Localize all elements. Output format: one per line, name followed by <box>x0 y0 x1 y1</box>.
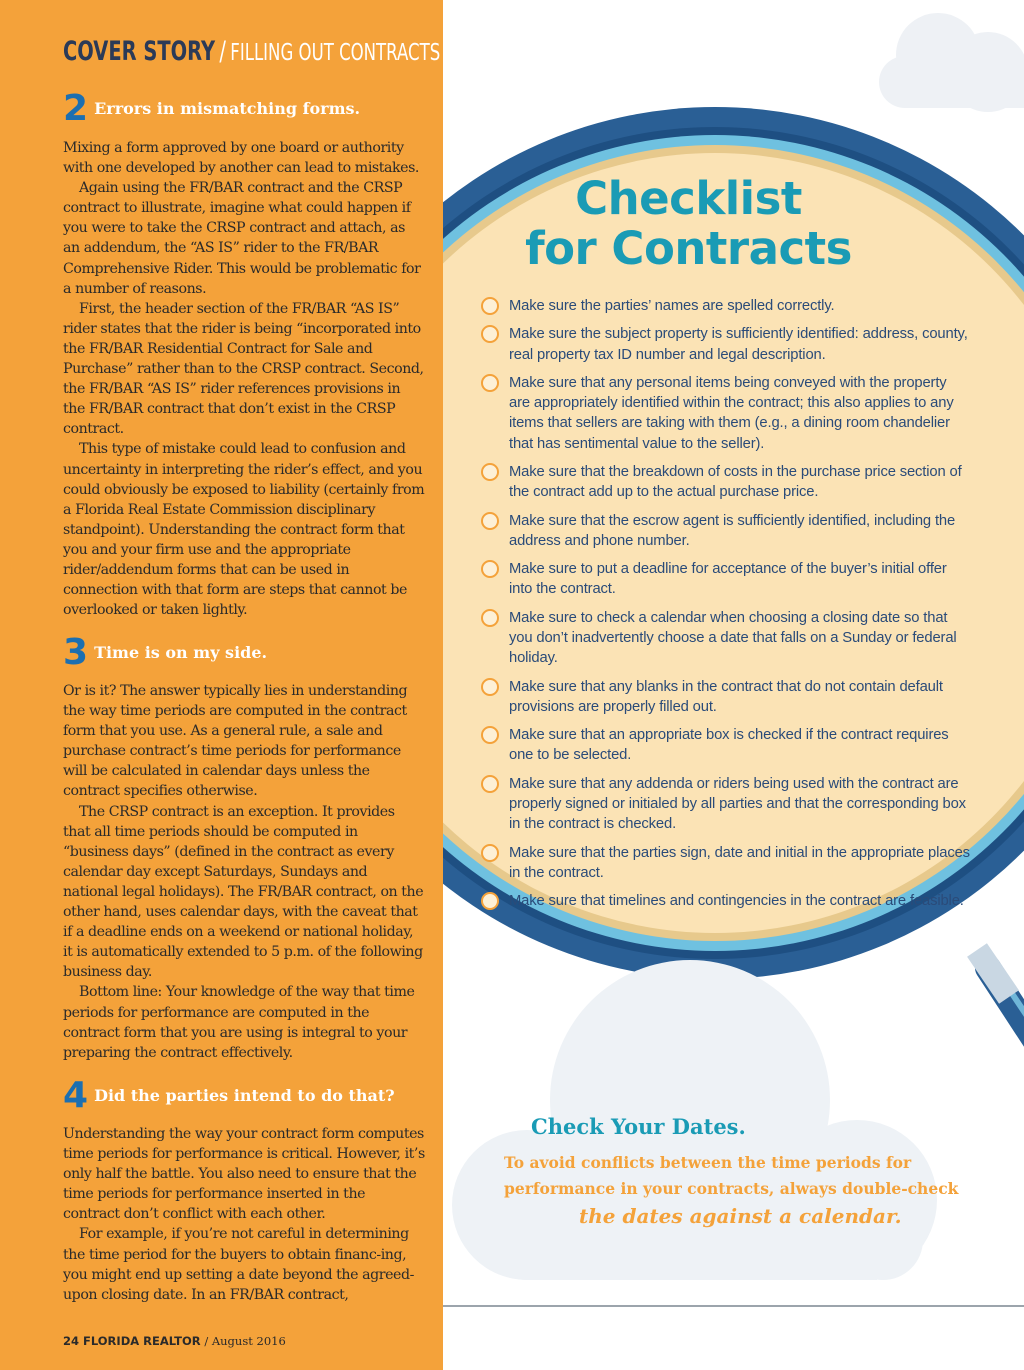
section-4-heading <box>63 1075 395 1116</box>
section-title: Did the parties intend to do that? <box>94 1086 395 1105</box>
cloud-top-icon <box>879 13 1024 112</box>
checklist-item <box>481 891 971 911</box>
paragraph: This type of mistake could lead to confusion and uncertainty in interpreting the rider’s effect, and you could obviously be exposed to liability (certainly from a Florida Real Estate Commission disciplinary standpoint). Understanding the contract form that you and your firm use and the appropriate rider/addendum forms that can be used in connection with that form are steps that cannot be overlooked or taken lightly. <box>63 441 425 619</box>
checklist-item-text: Make sure to put a deadline for acceptance of the buyer’s initial offer into the contract. <box>509 561 947 598</box>
checklist-item-text: Make sure that the breakdown of costs in the purchase price section of the contract add up to the actual purchase price. <box>509 463 962 501</box>
checklist-item <box>481 324 971 364</box>
checklist-item-text: Make sure the subject property is sufficiently identified: address, county, real property tax ID number and legal description. <box>509 326 968 363</box>
checkbox-circle-icon <box>481 463 499 481</box>
checklist-item <box>481 677 971 717</box>
paragraph: Or is it? The answer typically lies in understanding the way time periods are computed in the contract form that you use. As a general rule, a sale and purchase contract’s time periods for performance will be calculated in calendar days unless the contract specifies otherwise. <box>63 683 408 800</box>
folio-page: 24 FLORIDA REALTOR <box>63 1334 201 1348</box>
checkbox-circle-icon <box>481 560 499 578</box>
checklist-item-text: Make sure that an appropriate box is checked if the contract requires one to be selected. <box>509 727 949 764</box>
paragraph: The CRSP contract is an exception. It provides that all time periods should be computed in “business days” (defined in the contract as every calendar day except Saturdays, Sundays and national legal holidays). The FR/BAR contract, on the other hand, uses calendar days, with the caveat that if a deadline ends on a weekend or national holiday, it is automatically extended to 5 p.m. of the following business day. <box>63 803 424 981</box>
checklist-item <box>481 462 971 502</box>
checklist-title <box>443 174 934 274</box>
checkbox-circle-icon <box>481 775 499 793</box>
checkbox-circle-icon <box>481 512 499 530</box>
checklist-panel <box>443 0 1024 1370</box>
checklist-items <box>481 296 971 920</box>
section-3-heading <box>63 632 267 673</box>
paragraph: Again using the FR/BAR contract and the CRSP contract to illustrate, imagine what could happen if you were to take the CRSP contract and attach, as an addendum, the “AS IS” rider to the FR/BAR Comprehensive Rider. This would be problematic for a number of reasons. <box>63 180 421 297</box>
section-number: 2 <box>63 88 89 129</box>
paragraph: For example, if you’re not careful in determining the time period for the buyers to obtain financ-ing, you might end up setting a date beyond the agreed-upon closing date. In an FR/BAR contract, <box>63 1226 414 1303</box>
checkbox-circle-icon <box>481 325 499 343</box>
checklist-item <box>481 296 971 316</box>
folio-issue: August 2016 <box>211 1334 286 1348</box>
section-number: 4 <box>63 1075 89 1116</box>
page-folio <box>63 1334 286 1348</box>
checkbox-circle-icon <box>481 609 499 627</box>
section-title: Time is on my side. <box>94 643 268 662</box>
check-dates-title: Check Your Dates. <box>531 1114 746 1139</box>
section-2-body <box>63 138 425 620</box>
section-4-body <box>63 1124 425 1305</box>
checkbox-circle-icon <box>481 678 499 696</box>
checklist-item-text: Make sure that any addenda or riders being used with the contract are properly signed or initialed by all parties and that the corresponding box in the contract is checked. <box>509 775 966 833</box>
article-column <box>0 0 443 1370</box>
header-subtitle: FILLING OUT CONTRACTS <box>230 40 441 66</box>
paragraph: Mixing a form approved by one board or authority with one developed by another can lead to mistakes. <box>63 140 419 177</box>
paragraph: Understanding the way your contract form computes time periods for performance is critical. However, it’s only half the battle. You also need to ensure that the time periods for performance inserted in the contract don’t conflict with each other. <box>63 1126 425 1223</box>
checklist-item-text: Make sure that any blanks in the contract that do not contain default provisions are properly filled out. <box>509 678 943 715</box>
checkbox-circle-icon <box>481 374 499 392</box>
section-header <box>63 36 440 67</box>
checklist-item-text: Make sure that any personal items being conveyed with the property are appropriately identified within the contract; this also applies to any items that sellers are taking with them (e.g., a dining room chandelier that has sentimental value to the seller). <box>509 374 954 452</box>
checklist-item <box>481 725 971 765</box>
header-separator: / <box>219 36 226 67</box>
checklist-item <box>481 774 971 835</box>
check-dates-body: To avoid conflicts between the time periods for performance in your contracts, always double-check <box>504 1153 959 1198</box>
checkbox-circle-icon <box>481 844 499 862</box>
checklist-item <box>481 843 971 883</box>
paragraph: First, the header section of the FR/BAR “AS IS” rider states that the rider is being “incorporated into the FR/BAR Residential Contract for Sale and Purchase” rather than to the CRSP contract. Second, the FR/BAR “AS IS” rider references provisions in the FR/BAR contract that don’t exist in the CRSP contract. <box>63 300 424 438</box>
checklist-item-text: Make sure the parties’ names are spelled correctly. <box>509 298 835 314</box>
cover-story-label: COVER STORY <box>63 36 216 67</box>
paragraph: Bottom line: Your knowledge of the way that time periods for performance are computed in the contract form that you are using is integral to your preparing the contract effectively. <box>63 984 415 1061</box>
checklist-item <box>481 559 971 599</box>
section-title: Errors in mismatching forms. <box>94 99 361 118</box>
checkbox-circle-icon <box>481 297 499 315</box>
magnifier-handle-icon <box>977 950 1024 1075</box>
section-2-heading <box>63 88 360 129</box>
checklist-item <box>481 373 971 454</box>
checklist-item-text: Make sure that the parties sign, date and initial in the appropriate places in the contract. <box>509 844 970 881</box>
checklist-item-text: Make sure to check a calendar when choosing a closing date so that you don’t inadvertently choose a date that falls on a Sunday or federal holiday. <box>509 609 957 667</box>
folio-separator: / <box>204 1334 209 1348</box>
section-3-body <box>63 681 425 1063</box>
checklist-item <box>481 608 971 669</box>
section-number: 3 <box>63 632 89 673</box>
checkbox-circle-icon <box>481 892 499 910</box>
checklist-title-line1: Checklist <box>575 172 802 225</box>
checklist-item-text: Make sure that timelines and contingencies in the contract are feasible. <box>509 893 964 910</box>
checklist-item-text: Make sure that the escrow agent is sufficiently identified, including the address and phone number. <box>509 512 956 549</box>
check-dates-emphasis: the dates against a calendar. <box>579 1204 902 1228</box>
checklist-item <box>481 511 971 551</box>
checkbox-circle-icon <box>481 726 499 744</box>
checklist-title-line2: for Contracts <box>525 222 852 275</box>
